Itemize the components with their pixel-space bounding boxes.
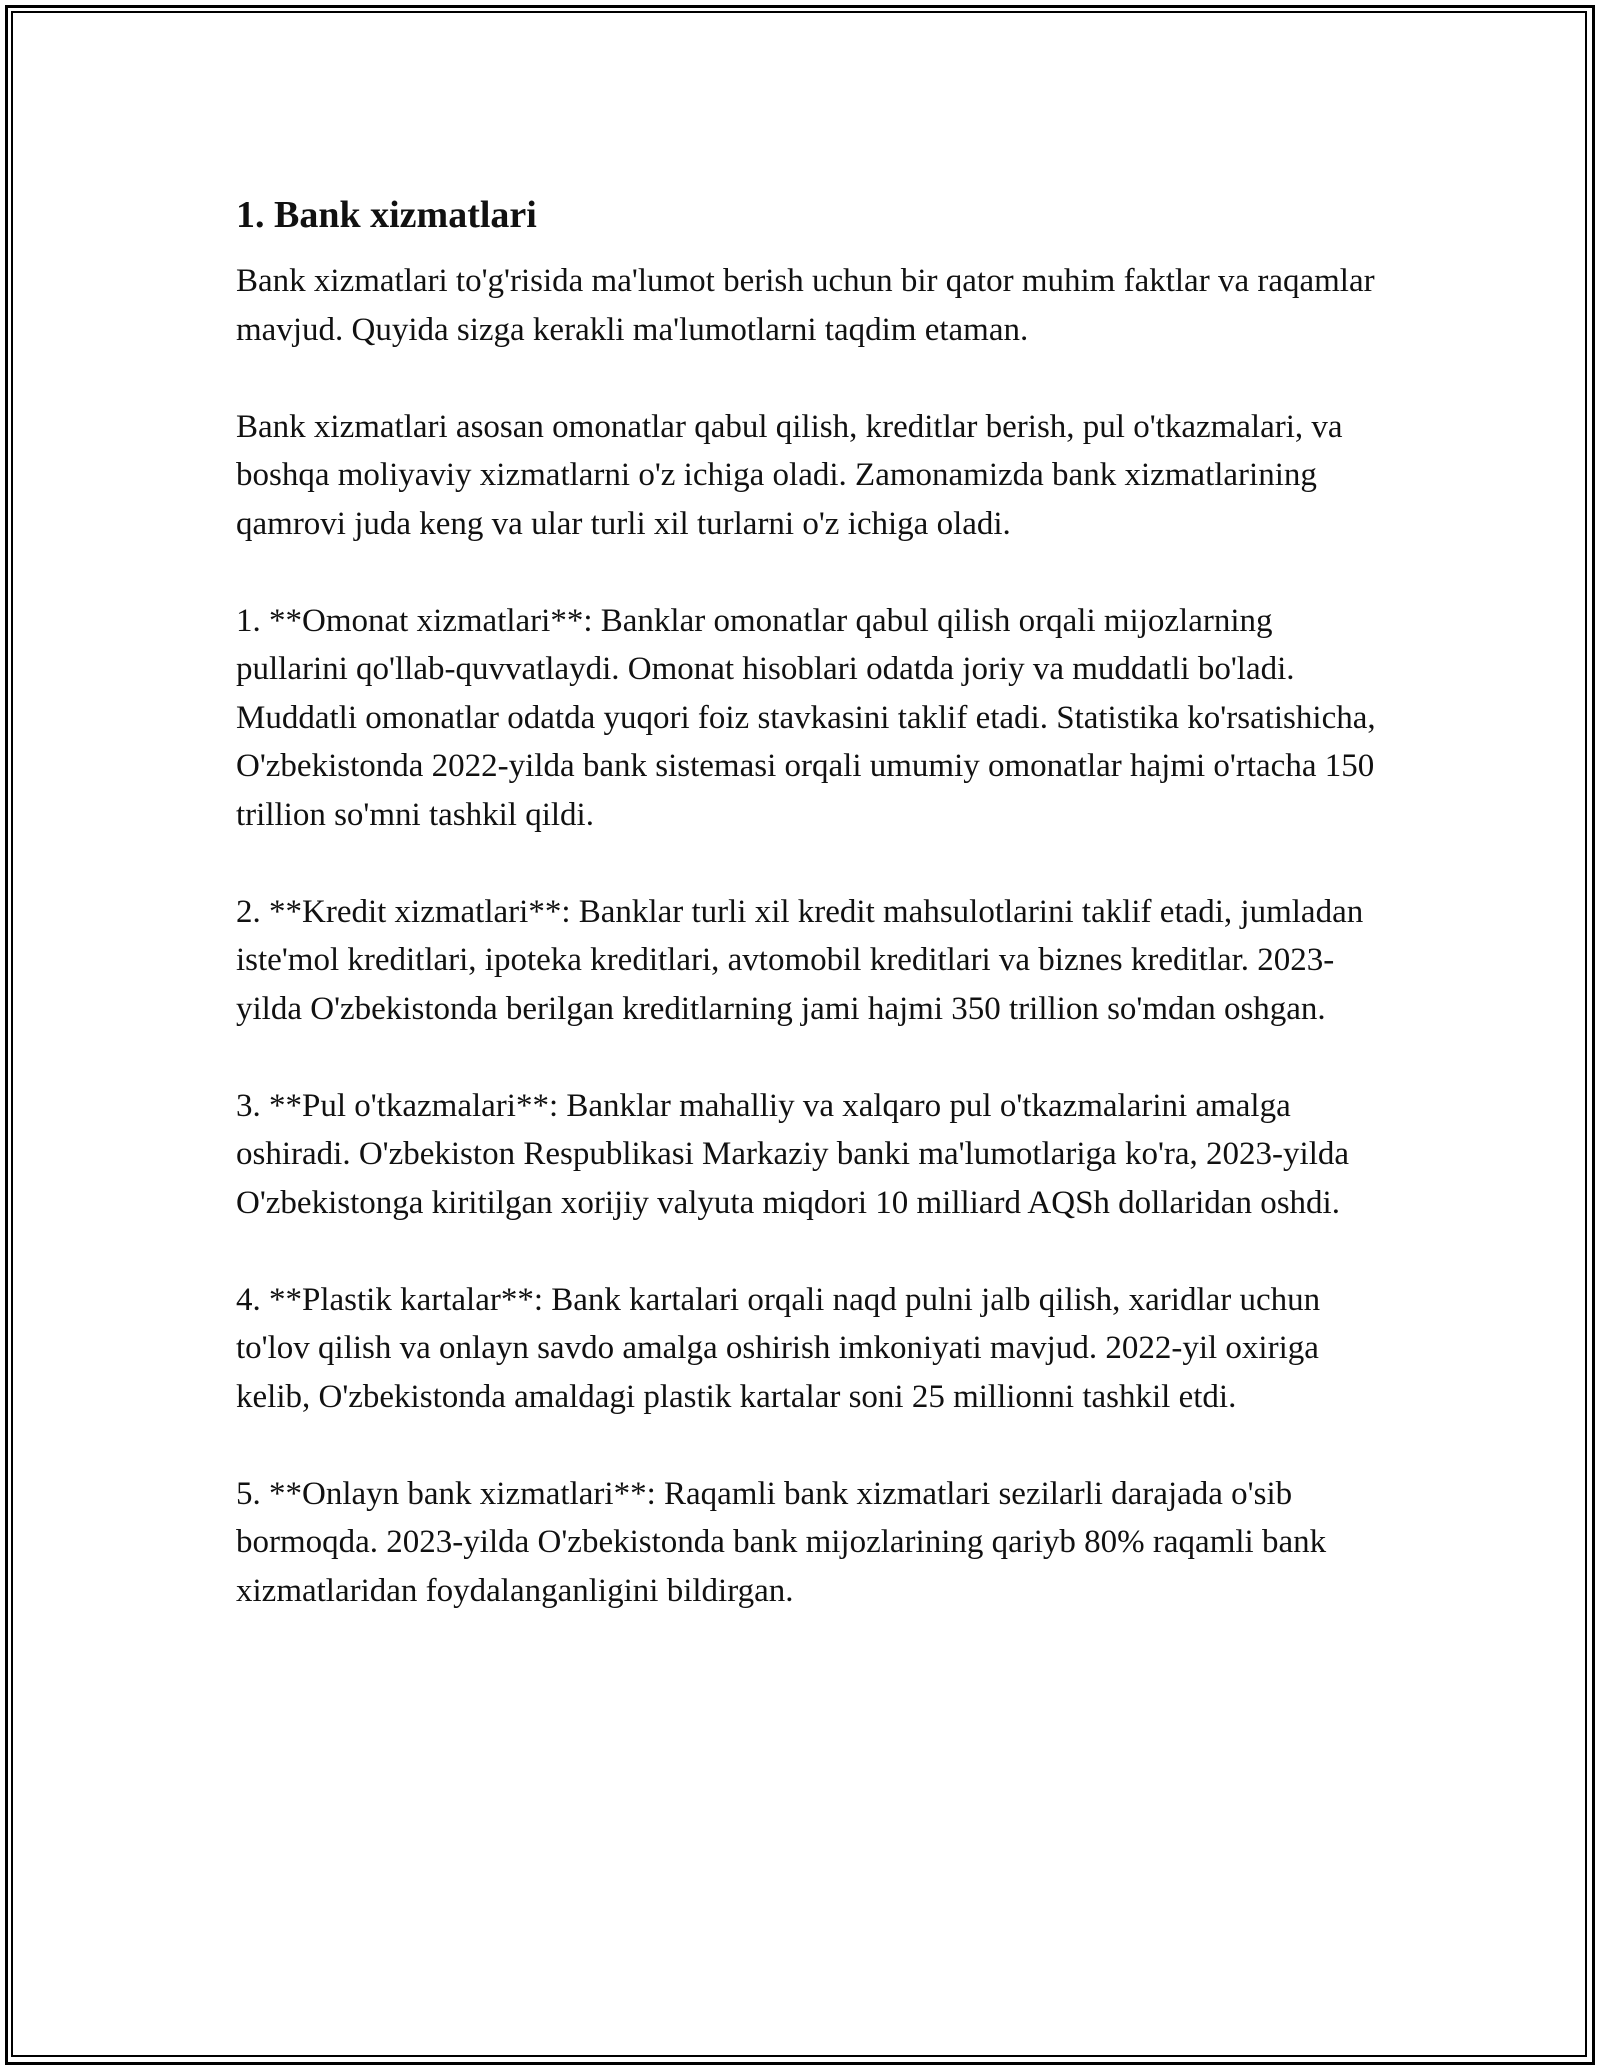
document-body [236, 185, 1376, 1664]
intro-paragraph: Bank xizmatlari to'g'risida ma'lumot berish uchun bir qator muhim faktlar va raqamlar mavjud. Quyida sizga kerakli ma'lumotlarni taqdim etaman. [236, 263, 1375, 348]
section-heading: 1. Bank xizmatlari [236, 194, 537, 236]
online-banking-paragraph: 5. **Onlayn bank xizmatlari**: Raqamli bank xizmatlari sezilarli darajada o'sib bormoqda. 2023-yilda O'zbekistonda bank mijozlarining qariyb 80% raqamli bank xizmatlaridan foydalanganligini bildirgan. [236, 1475, 1327, 1609]
credit-services-paragraph: 2. **Kredit xizmatlari**: Banklar turli xil kredit mahsulotlarini taklif etadi, jumladan iste'mol kreditlari, ipoteka kreditlari, avtomobil kreditlari va biznes kreditlar. 2023-yilda O'zbekistonda berilgan kreditlarning jami hajmi 350 trillion so'mdan oshgan. [236, 893, 1364, 1027]
deposit-services-paragraph: 1. **Omonat xizmatlari**: Banklar omonatlar qabul qilish orqali mijozlarning pullarini qo'llab-quvvatlaydi. Omonat hisoblari odatda joriy va muddatli bo'ladi. Muddatli omonatlar odatda yuqori foiz stavkasini taklif etadi. Statistika ko'rsatishicha, O'zbekistonda 2022-yilda bank sistemasi orqali umumiy omonatlar hajmi o'rtacha 150 trillion so'mni tashkil qildi. [236, 602, 1376, 833]
overview-paragraph: Bank xizmatlari asosan omonatlar qabul qilish, kreditlar berish, pul o'tkazmalari, va boshqa moliyaviy xizmatlarni o'z ichiga oladi. Zamonamizda bank xizmatlarining qamrovi juda keng va ular turli xil turlarni o'z ichiga oladi. [236, 408, 1343, 542]
money-transfers-paragraph: 3. **Pul o'tkazmalari**: Banklar mahalliy va xalqaro pul o'tkazmalarini amalga oshiradi. O'zbekiston Respublikasi Markaziy banki ma'lumotlariga ko'ra, 2023-yilda O'zbekistonga kiritilgan xorijiy valyuta miqdori 10 milliard AQSh dollaridan oshdi. [236, 1087, 1350, 1221]
plastic-cards-paragraph: 4. **Plastik kartalar**: Bank kartalari orqali naqd pulni jalb qilish, xaridlar uchun to'lov qilish va onlayn savdo amalga oshirish imkoniyati mavjud. 2022-yil oxiriga kelib, O'zbekistonda amaldagi plastik kartalar soni 25 millionni tashkil etdi. [236, 1281, 1321, 1415]
